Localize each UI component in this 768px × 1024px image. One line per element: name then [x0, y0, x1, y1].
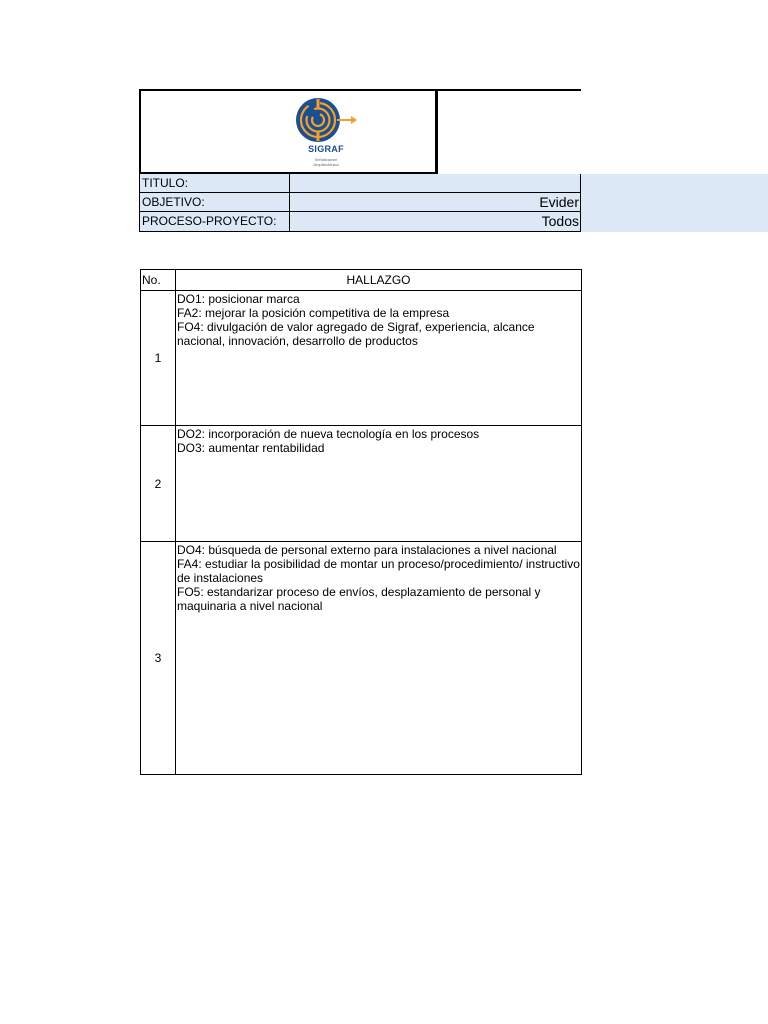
finding-line: FO4: divulgación de valor agregado de Sigraf, experiencia, alcance nacional, innovación, desarrollo de productos	[177, 320, 535, 348]
objetivo-value: Evider	[290, 193, 581, 212]
titulo-label: TITULO:	[139, 174, 290, 193]
row-number: 1	[141, 291, 176, 426]
sigraf-logo	[293, 97, 365, 171]
row-number: 2	[141, 426, 176, 542]
finding-cell	[176, 291, 582, 426]
row-number: 3	[141, 542, 176, 775]
column-header-no: No.	[141, 270, 176, 291]
finding-line: DO1: posicionar marca	[177, 292, 300, 306]
proceso-proyecto-value: Todos	[290, 212, 581, 232]
finding-line: FO5: estandarizar proceso de envíos, desplazamiento de personal y maquinaria a nivel nacional	[177, 585, 541, 613]
table-row	[141, 426, 582, 542]
table-row	[141, 291, 582, 426]
logo-brand-text: SIGRAF	[308, 144, 344, 154]
finding-cell	[176, 426, 582, 542]
maze-logo-icon	[293, 97, 359, 143]
finding-cell	[176, 542, 582, 775]
finding-line: DO2: incorporación de nueva tecnología en los procesos	[177, 427, 480, 441]
table-header-row	[141, 270, 582, 291]
logo-tagline-line1: Señalización	[314, 157, 338, 162]
finding-line: DO3: aumentar rentabilidad	[177, 441, 325, 455]
titulo-value	[290, 174, 581, 193]
findings-table	[140, 269, 582, 775]
header-title-cell	[435, 89, 581, 174]
finding-line: FA4: estudiar la posibilidad de montar un proceso/procedimiento/ instructivo de instalaciones	[177, 557, 580, 585]
table-row	[141, 542, 582, 775]
logo-tagline-line2: Arquitectónica	[313, 162, 339, 167]
finding-line: FA2: mejorar la posición competitiva de la empresa	[177, 306, 450, 320]
finding-line: DO4: búsqueda de personal externo para instalaciones a nivel nacional	[177, 543, 557, 557]
logo-tagline	[293, 157, 359, 167]
proceso-proyecto-label: PROCESO-PROYECTO:	[139, 212, 290, 232]
column-header-hallazgo: HALLAZGO	[176, 270, 582, 291]
objetivo-label: OBJETIVO:	[139, 193, 290, 212]
header-logo-cell	[139, 89, 436, 174]
